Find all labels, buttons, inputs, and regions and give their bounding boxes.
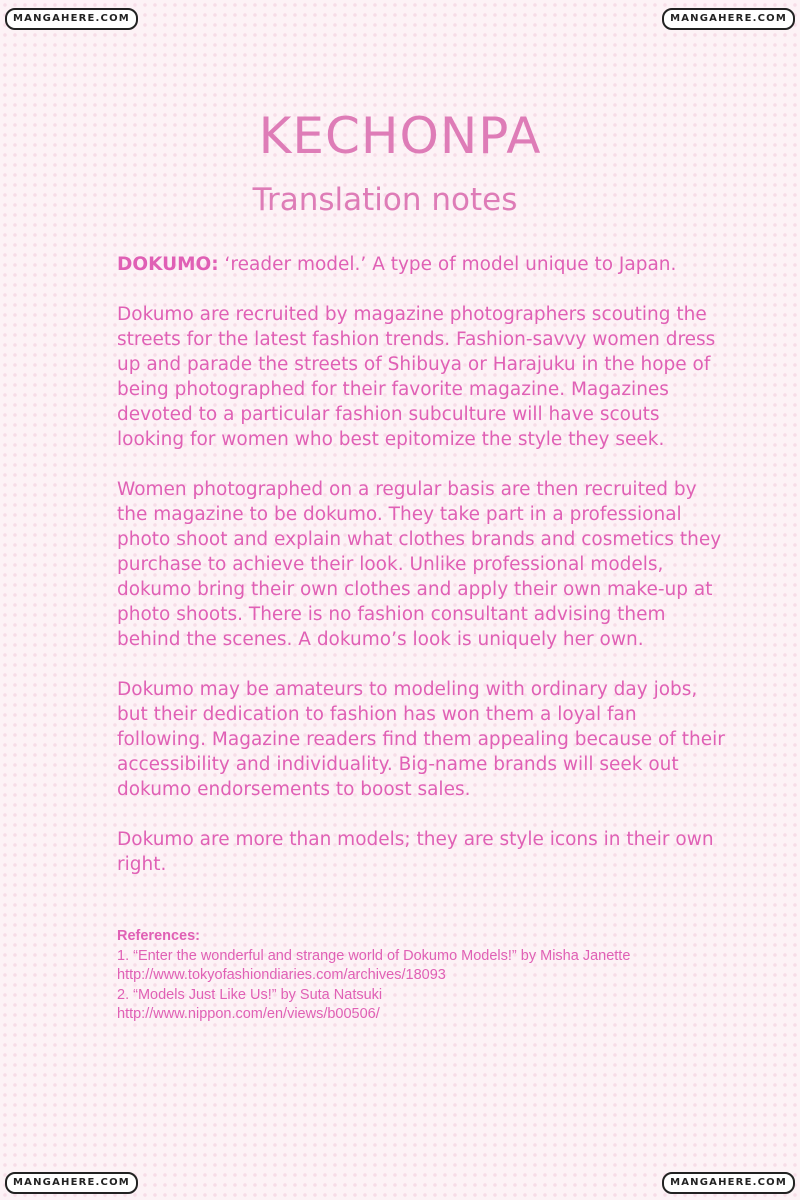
- notes-body: [117, 252, 727, 902]
- watermark-top-left: MANGAHERE.COM: [5, 8, 138, 30]
- reference-url: http://www.nippon.com/en/views/b00506/: [117, 1006, 380, 1022]
- watermark-bottom-right: MANGAHERE.COM: [662, 1172, 795, 1194]
- note-paragraph: Dokumo are more than models; they are style icons in their own right.: [117, 829, 714, 875]
- note-paragraph: Women photographed on a regular basis are then recruited by the magazine to be dokumo. They take part in a professional photo shoot and explain what clothes brands and cosmetics they purchase to achieve their look. Unlike professional models, dokumo bring their own clothes and apply their own make-up at photo shoots. There is no fashion consultant advising them behind the scenes. A dokumo’s look is uniquely her own.: [117, 479, 722, 650]
- reference-item: 1. “Enter the wonderful and strange world of Dokumo Models!” by Misha Janette: [117, 947, 631, 964]
- term-definition: [117, 252, 727, 277]
- references-heading: References:: [117, 928, 201, 944]
- reference-url: http://www.tokyofashiondiaries.com/archives/18093: [117, 967, 446, 983]
- note-paragraph: Dokumo may be amateurs to modeling with ordinary day jobs, but their dedication to fashion has won them a loyal fan following. Magazine readers find them appealing because of their accessibility and individuality. Big-name brands will seek out dokumo endorsements to boost sales.: [117, 679, 725, 800]
- watermark-bottom-left: MANGAHERE.COM: [5, 1172, 138, 1194]
- note-paragraph: Dokumo are recruited by magazine photographers scouting the streets for the latest fashion trends. Fashion-savvy women dress up and parade the streets of Shibuya or Harajuku in the hope of being photographed for their favorite magazine. Magazines devoted to a particular fashion subculture will have scouts looking for women who best epitomize the style they seek.: [117, 304, 716, 450]
- term-definition-text: ‘reader model.’ A type of model unique to Japan.: [218, 254, 677, 275]
- page-title: KECHONPA: [258, 107, 542, 165]
- watermark-top-right: MANGAHERE.COM: [662, 8, 795, 30]
- term-label: DOKUMO:: [117, 254, 219, 275]
- reference-item: 2. “Models Just Like Us!” by Suta Natsuki: [117, 986, 383, 1003]
- page-subtitle: Translation notes: [252, 182, 518, 218]
- references-section: [117, 927, 757, 1025]
